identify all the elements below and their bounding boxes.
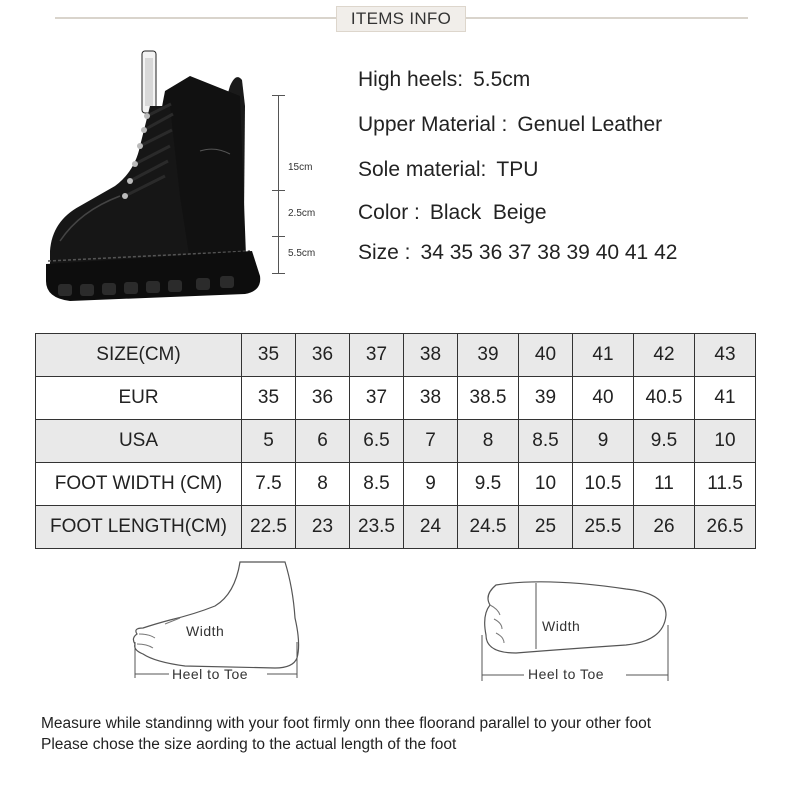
table-cell: 40.5 — [634, 377, 695, 420]
table-cell: 10 — [519, 463, 573, 506]
dimension-shaft-height: 15cm — [288, 162, 313, 173]
dimension-inner-height: 2.5cm — [288, 208, 316, 219]
table-cell: 35 — [242, 334, 296, 377]
info-value: Genuel Leather — [517, 113, 663, 136]
table-cell: 10.5 — [573, 463, 634, 506]
table-row-foot-length — [36, 506, 756, 549]
section-title: ITEMS INFO — [336, 6, 466, 32]
info-key: Size : — [358, 241, 411, 264]
table-cell: 8 — [458, 420, 519, 463]
row-label: FOOT WIDTH (CM) — [36, 463, 242, 506]
table-cell: 42 — [634, 334, 695, 377]
table-cell: 23 — [296, 506, 350, 549]
info-key: Color : — [358, 201, 420, 224]
table-cell: 9.5 — [458, 463, 519, 506]
info-key: High heels: — [358, 68, 464, 91]
row-label: FOOT LENGTH(CM) — [36, 506, 242, 549]
table-cell: 11 — [634, 463, 695, 506]
table-cell: 41 — [573, 334, 634, 377]
info-color — [358, 201, 547, 225]
table-row-foot-width — [36, 463, 756, 506]
table-cell: 9 — [573, 420, 634, 463]
table-row-usa — [36, 420, 756, 463]
table-cell: 22.5 — [242, 506, 296, 549]
table-cell: 36 — [296, 377, 350, 420]
info-value: 5.5cm — [473, 68, 531, 91]
info-sole-material — [358, 158, 538, 182]
table-cell: 41 — [695, 377, 756, 420]
info-key: Sole material: — [358, 158, 487, 181]
dimension-tick — [272, 190, 285, 191]
dimension-tick — [272, 236, 285, 237]
table-cell: 25 — [519, 506, 573, 549]
header-line-left — [55, 17, 336, 19]
table-row-eur — [36, 377, 756, 420]
table-cell: 8 — [296, 463, 350, 506]
table-cell: 39 — [519, 377, 573, 420]
row-label: USA — [36, 420, 242, 463]
table-cell: 39 — [458, 334, 519, 377]
table-cell: 37 — [350, 377, 404, 420]
info-high-heels — [358, 68, 530, 92]
header-line-right — [466, 17, 748, 19]
foot-sole-length-label: Heel to Toe — [528, 666, 605, 682]
foot-side-length-label: Heel to Toe — [172, 666, 249, 682]
table-cell: 24.5 — [458, 506, 519, 549]
table-cell: 37 — [350, 334, 404, 377]
table-cell: 10 — [695, 420, 756, 463]
info-upper-material — [358, 113, 662, 137]
table-cell: 26 — [634, 506, 695, 549]
row-label: EUR — [36, 377, 242, 420]
info-value: 34 35 36 37 38 39 40 41 42 — [420, 241, 678, 264]
table-cell: 38 — [404, 334, 458, 377]
dimension-tick — [272, 95, 285, 96]
table-cell: 24 — [404, 506, 458, 549]
table-cell: 38.5 — [458, 377, 519, 420]
table-cell: 8.5 — [519, 420, 573, 463]
table-cell: 11.5 — [695, 463, 756, 506]
measure-note: Measure while standinng with your foot firmly onn thee floorand parallel to your other foot — [41, 715, 652, 732]
info-value: Black Beige — [429, 201, 547, 224]
table-cell: 6.5 — [350, 420, 404, 463]
foot-sole-width-label: Width — [542, 618, 581, 634]
table-cell: 7.5 — [242, 463, 296, 506]
size-note: Please chose the size aording to the actual length of the foot — [41, 736, 457, 753]
table-cell: 36 — [296, 334, 350, 377]
table-cell: 25.5 — [573, 506, 634, 549]
row-label: SIZE(CM) — [36, 334, 242, 377]
table-cell: 6 — [296, 420, 350, 463]
info-value: TPU — [496, 158, 539, 181]
table-cell: 35 — [242, 377, 296, 420]
table-cell: 40 — [573, 377, 634, 420]
table-cell: 9 — [404, 463, 458, 506]
size-chart-table — [35, 333, 756, 549]
table-cell: 43 — [695, 334, 756, 377]
boot-image — [40, 46, 265, 311]
dimension-tick — [272, 273, 285, 274]
info-key: Upper Material : — [358, 113, 508, 136]
table-cell: 38 — [404, 377, 458, 420]
table-cell: 40 — [519, 334, 573, 377]
table-cell: 9.5 — [634, 420, 695, 463]
table-cell: 5 — [242, 420, 296, 463]
table-row-size-cm — [36, 334, 756, 377]
table-cell: 8.5 — [350, 463, 404, 506]
foot-side-width-label: Width — [186, 623, 225, 639]
table-cell: 23.5 — [350, 506, 404, 549]
dimension-heel-height: 5.5cm — [288, 248, 316, 259]
info-size — [358, 241, 677, 265]
table-cell: 7 — [404, 420, 458, 463]
dimension-line — [278, 95, 279, 273]
table-cell: 26.5 — [695, 506, 756, 549]
